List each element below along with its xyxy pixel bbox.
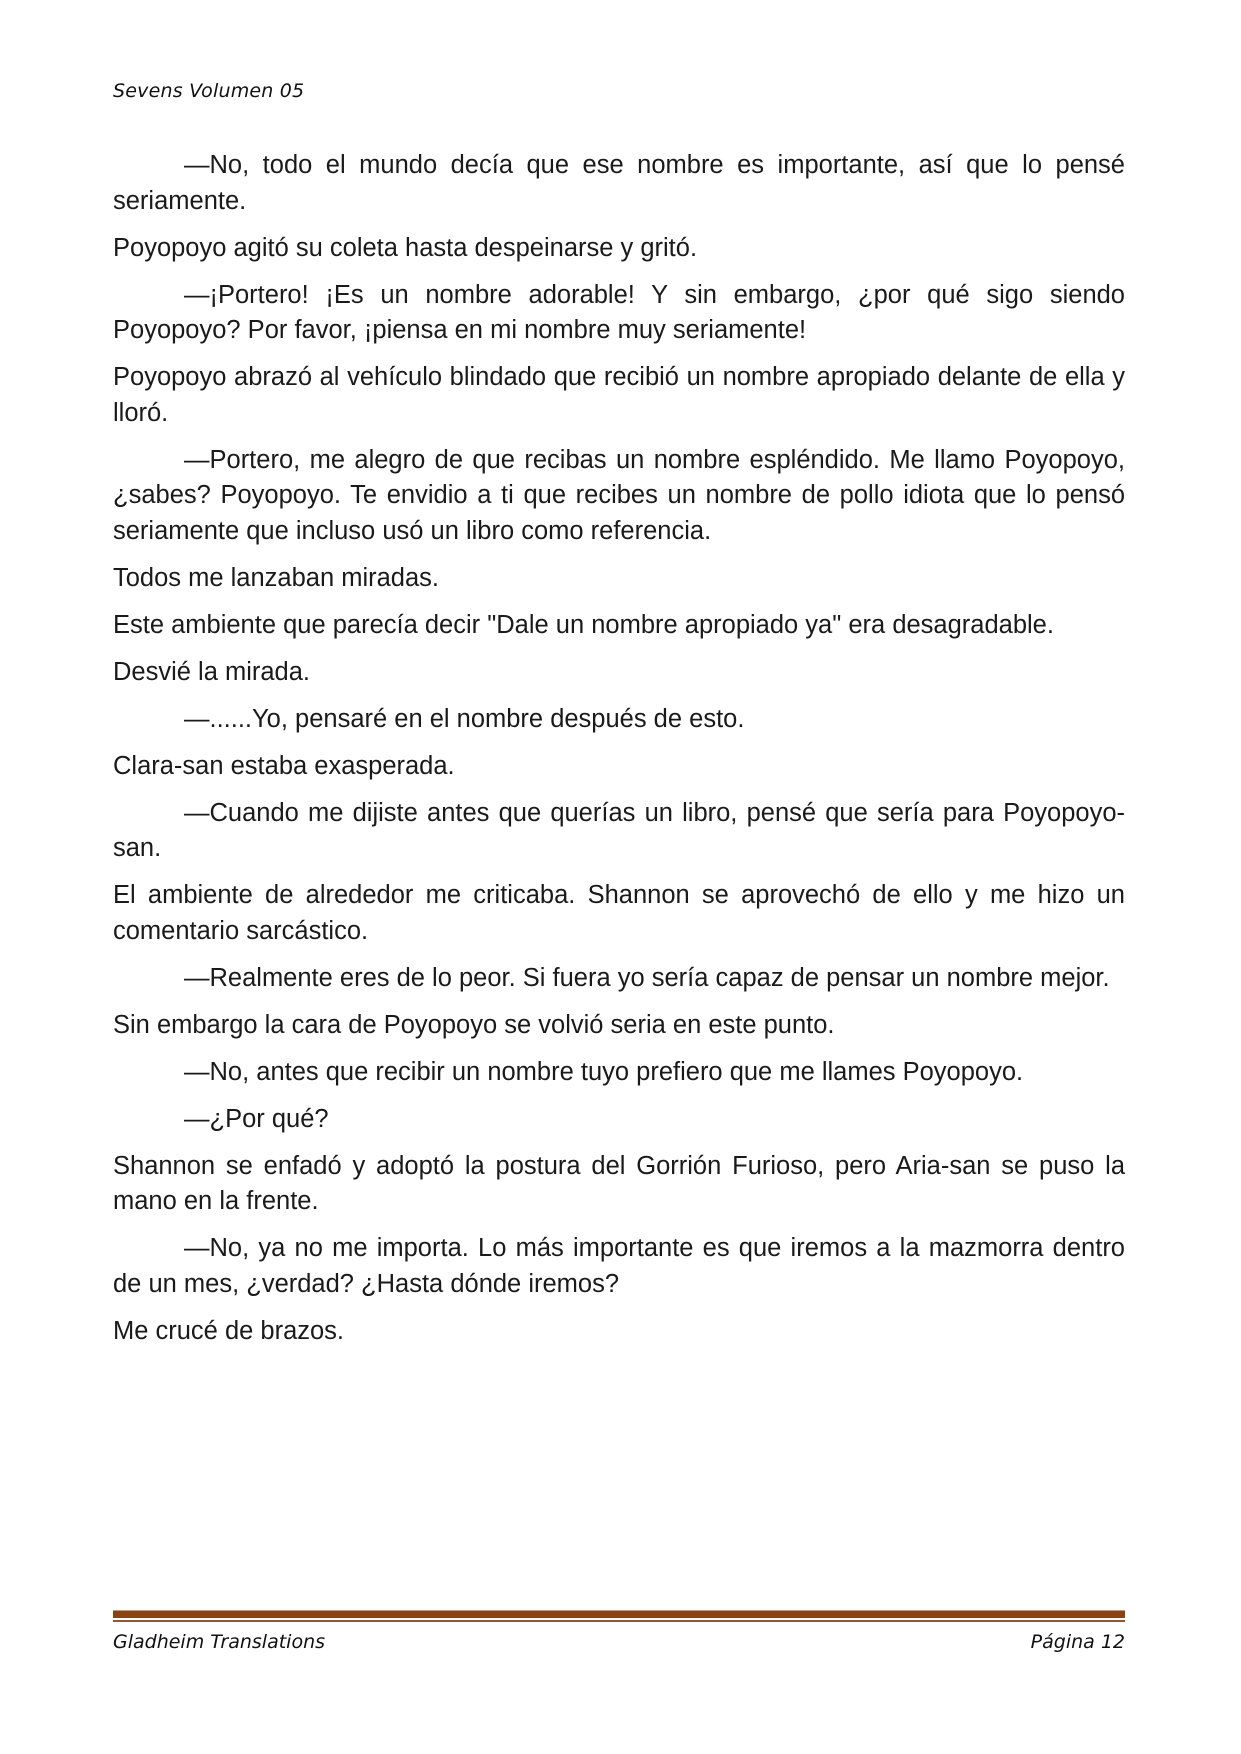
body-text <box>113 148 1125 1361</box>
paragraph-dialogue: —Cuando me dijiste antes que querías un libro, pensé que sería para Poyopoyo-san. <box>113 798 1125 862</box>
paragraph-narration: Me crucé de brazos. <box>113 1316 345 1345</box>
paragraph-narration: Este ambiente que parecía decir "Dale un nombre apropiado ya" era desagradable. <box>113 610 1054 639</box>
paragraph-narration: El ambiente de alrededor me criticaba. Shannon se aprovechó de ello y me hizo un comentario sarcástico. <box>113 881 1125 945</box>
paragraph-narration: Poyopoyo abrazó al vehículo blindado que recibió un nombre apropiado delante de ella y lloró. <box>113 363 1125 427</box>
footer-divider-thick <box>113 1610 1125 1618</box>
paragraph-dialogue: —No, ya no me importa. Lo más importante es que iremos a la mazmorra dentro de un mes, ¿verdad? ¿Hasta dónde iremos? <box>113 1234 1125 1298</box>
paragraph-dialogue: —No, antes que recibir un nombre tuyo prefiero que me llames Poyopoyo. <box>184 1057 1024 1086</box>
footer-publisher: Gladheim Translations <box>113 1631 326 1653</box>
paragraph-dialogue: —Realmente eres de lo peor. Si fuera yo sería capaz de pensar un nombre mejor. <box>184 963 1110 992</box>
paragraph-dialogue: —¡Portero! ¡Es un nombre adorable! Y sin embargo, ¿por qué sigo siendo Poyopoyo? Por favor, ¡piensa en mi nombre muy seriamente! <box>113 280 1125 344</box>
paragraph-dialogue: —¿Por qué? <box>184 1104 329 1133</box>
paragraph-dialogue: —No, todo el mundo decía que ese nombre es importante, así que lo pensé seriamente. <box>113 151 1125 215</box>
paragraph-dialogue: —Portero, me alegro de que recibas un nombre espléndido. Me llamo Poyopoyo, ¿sabes? Poyopoyo. Te envidio a ti que recibes un nombre de pollo idiota que lo pensó seriamente que incluso usó un libro como referencia. <box>113 445 1125 545</box>
footer-divider-thin <box>113 1620 1125 1622</box>
footer-page-number: Página 12 <box>1030 1631 1125 1653</box>
paragraph-narration: Clara-san estaba exasperada. <box>113 751 455 780</box>
paragraph-narration: Desvié la mirada. <box>113 657 310 686</box>
running-header-title: Sevens Volumen 05 <box>113 80 305 102</box>
paragraph-dialogue: —......Yo, pensaré en el nombre después de esto. <box>184 704 745 733</box>
footer-divider <box>113 1610 1125 1622</box>
paragraph-narration: Todos me lanzaban miradas. <box>113 563 440 592</box>
paragraph-narration: Sin embargo la cara de Poyopoyo se volvió seria en este punto. <box>113 1010 835 1039</box>
paragraph-narration: Poyopoyo agitó su coleta hasta despeinarse y gritó. <box>113 233 698 262</box>
paragraph-narration: Shannon se enfadó y adoptó la postura del Gorrión Furioso, pero Aria-san se puso la mano en la frente. <box>113 1151 1125 1215</box>
